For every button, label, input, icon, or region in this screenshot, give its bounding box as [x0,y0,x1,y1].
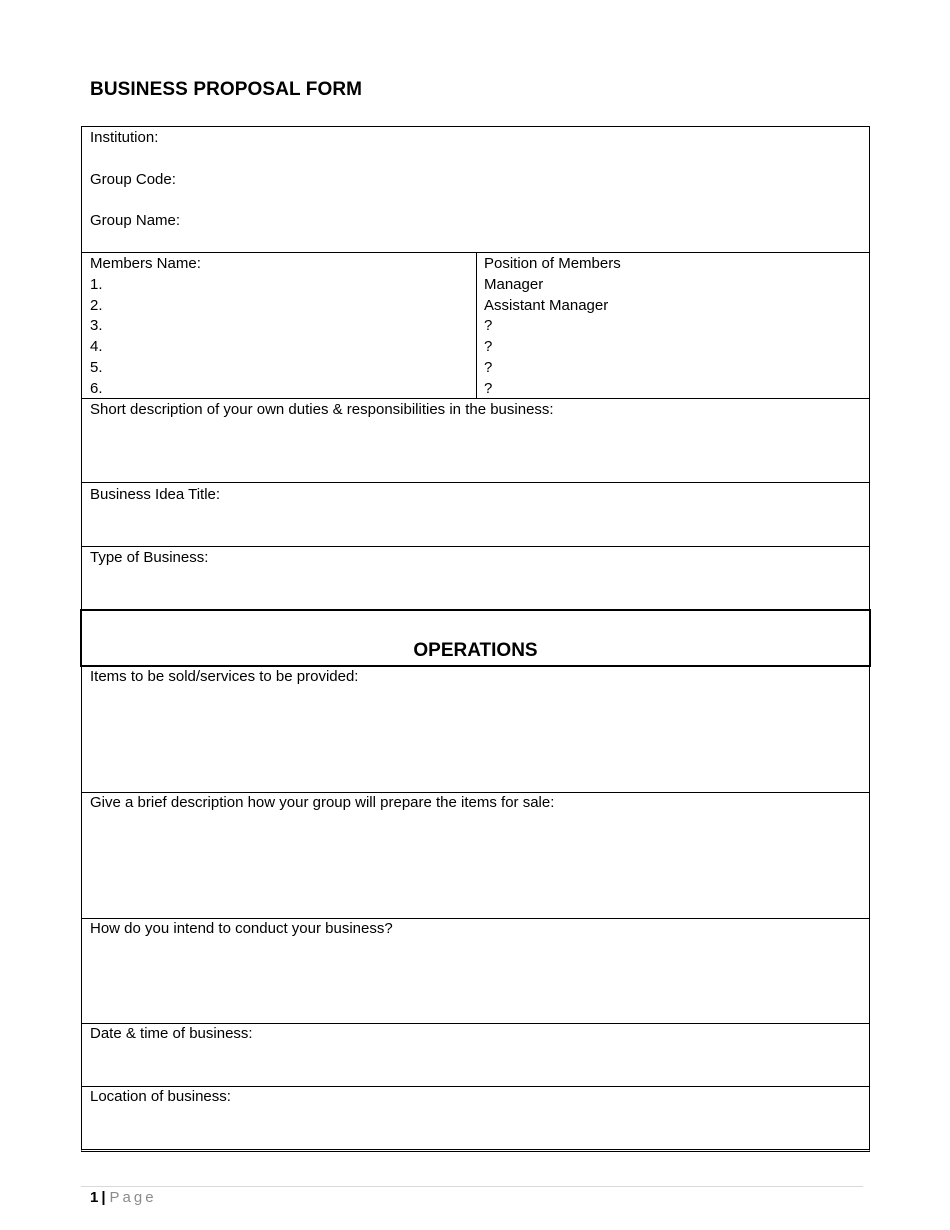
member-number: 3. [90,317,103,335]
business-type-section [81,546,870,610]
position-header: Position of Members [484,255,621,272]
items-label: Items to be sold/services to be provided: [90,668,359,685]
datetime-label: Date & time of business: [90,1025,253,1042]
datetime-section [81,1023,870,1087]
member-position: ? [484,338,493,356]
member-number: 4. [90,338,103,356]
column-divider [476,253,477,398]
member-number: 2. [90,296,103,314]
members-section [81,252,870,399]
member-position: ? [484,379,493,397]
page-title: BUSINESS PROPOSAL FORM [90,79,363,100]
idea-title-label: Business Idea Title: [90,486,221,503]
duties-section [81,398,870,483]
page-footer [90,1189,157,1206]
preparation-label: Give a brief description how your group will prepare the items for sale: [90,794,555,811]
group-info-section [81,126,870,253]
members-name-column [90,254,201,400]
member-number: 6. [90,379,103,397]
institution-label: Institution: [90,129,159,146]
footer-divider [81,1186,863,1187]
member-number: 5. [90,358,103,376]
conduct-section [81,918,870,1024]
operations-heading-box [80,609,871,667]
group-name-label: Group Name: [90,212,181,229]
page-word: Page [109,1189,157,1206]
duties-label: Short description of your own duties & responsibilities in the business: [90,401,554,418]
idea-title-section [81,482,870,547]
business-type-label: Type of Business: [90,549,209,566]
members-name-header: Members Name: [90,255,201,272]
location-label: Location of business: [90,1088,231,1105]
preparation-section [81,792,870,919]
group-code-label: Group Code: [90,171,176,188]
member-position: ? [484,358,493,376]
items-section [81,666,870,793]
member-position: Assistant Manager [484,296,609,314]
page-number: 1 [90,1189,99,1206]
location-section [81,1086,870,1152]
members-position-column [484,254,621,400]
operations-heading: OPERATIONS [413,640,538,661]
member-position: Manager [484,275,544,293]
member-position: ? [484,317,493,335]
member-number: 1. [90,275,103,293]
conduct-label: How do you intend to conduct your business? [90,920,393,937]
footer-separator: | [101,1189,106,1206]
